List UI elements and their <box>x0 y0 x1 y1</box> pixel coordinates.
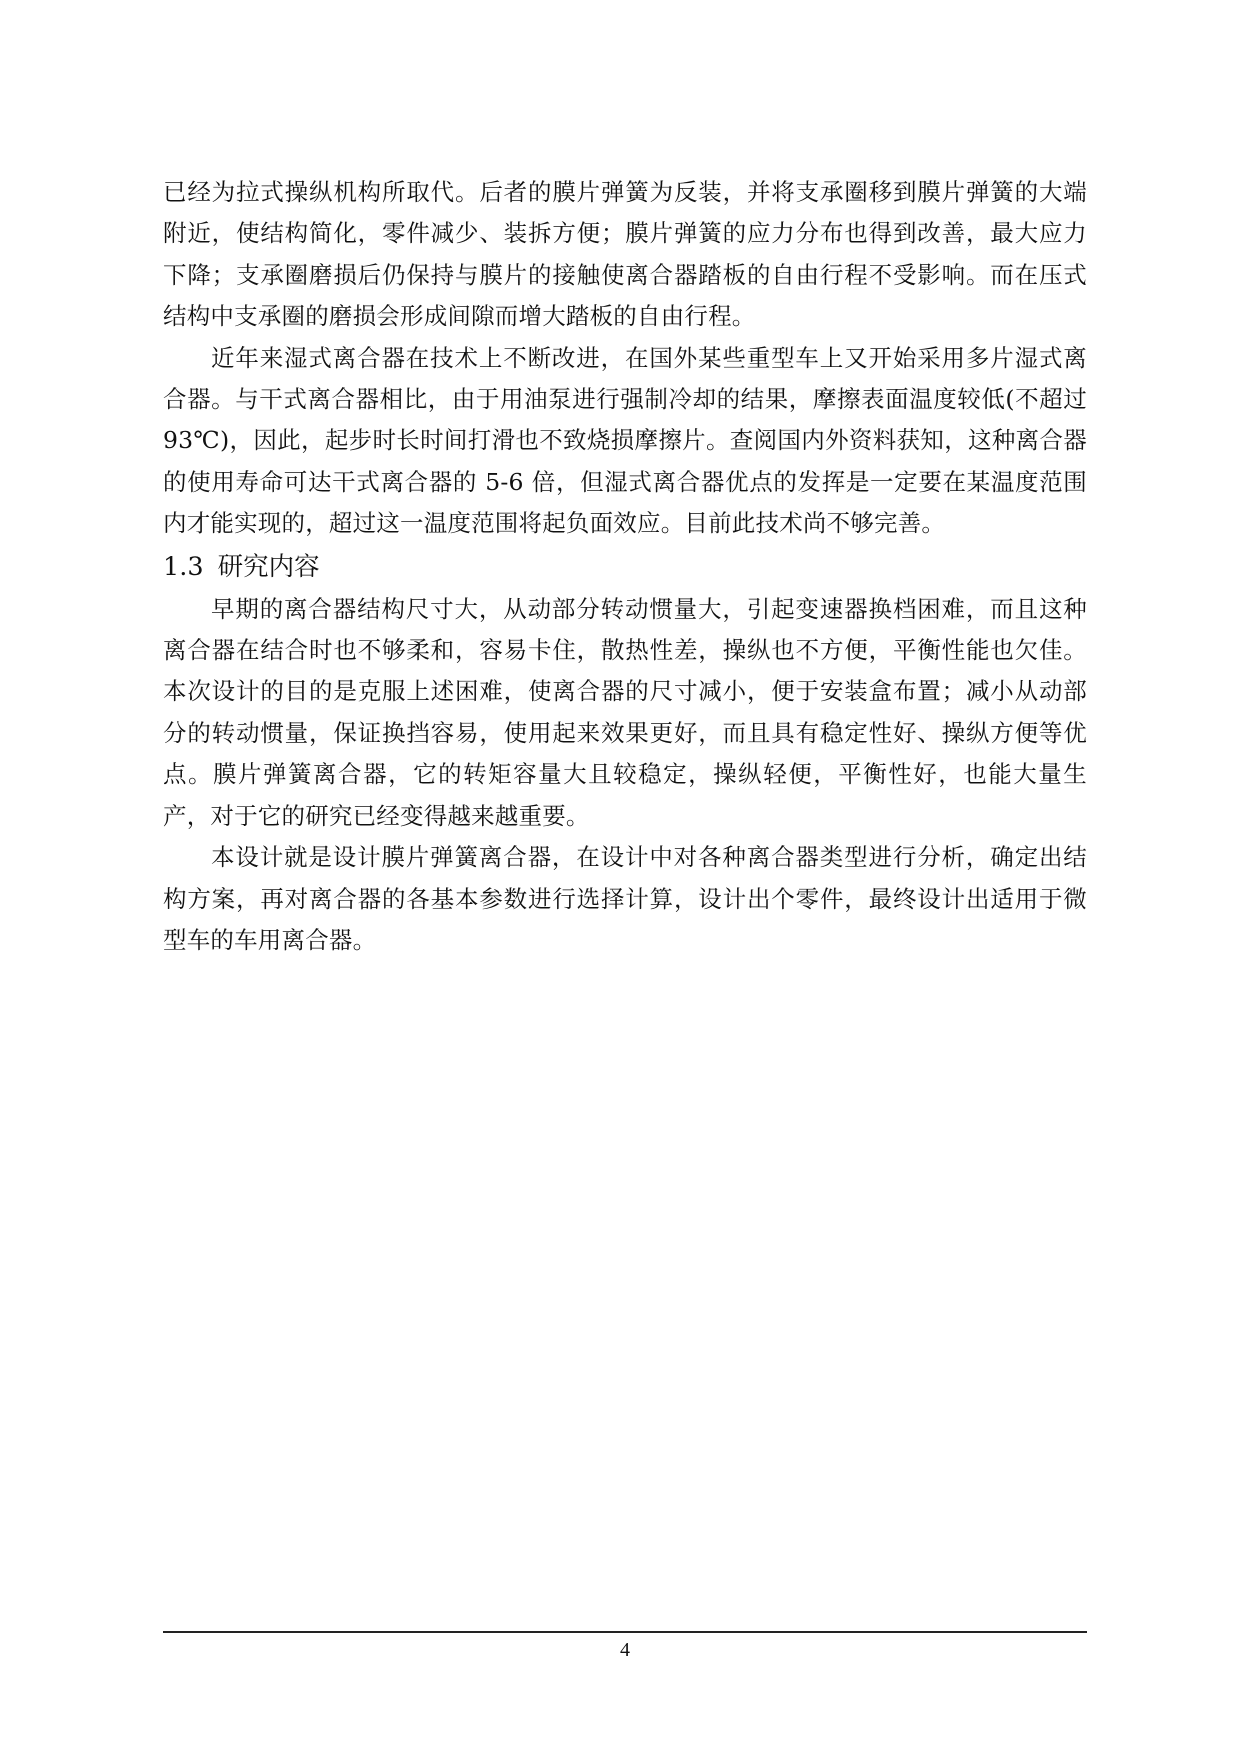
page-number: 4 <box>620 1639 630 1661</box>
paragraph-wet-clutch: 近年来湿式离合器在技术上不断改进，在国外某些重型车上又开始采用多片湿式离合器。与干式离合器相比，由于用油泵进行强制冷却的结果，摩擦表面温度较低(不超过 93℃)，因此，起步时长时间打滑也不致烧损摩擦片。查阅国内外资料获知，这种离合器的使用寿命可达干式离合器的 5-6 倍，但湿式离合器优点的发挥是一定要在某温度范围内才能实现的，超过这一温度范围将起负面效应。目前此技术尚不够完善。 <box>163 343 1087 538</box>
page-body <box>163 172 1087 961</box>
section-number: 1.3 <box>163 551 204 582</box>
paragraph-continued: 已经为拉式操纵机构所取代。后者的膜片弹簧为反装，并将支承圈移到膜片弹簧的大端附近，使结构简化，零件减少、装拆方便；膜片弹簧的应力分布也得到改善，最大应力下降；支承圈磨损后仍保持与膜片的接触使离合器踏板的自由行程不受影响。而在压式结构中支承圈的磨损会形成间隙而增大踏板的自由行程。 <box>163 178 1087 331</box>
section-heading <box>163 545 1087 589</box>
paragraph-design-scope: 本设计就是设计膜片弹簧离合器，在设计中对各种离合器类型进行分析，确定出结构方案，再对离合器的各基本参数进行选择计算，设计出个零件，最终设计出适用于微型车的车用离合器。 <box>163 843 1087 954</box>
paragraph-early-clutch: 早期的离合器结构尺寸大，从动部分转动惯量大，引起变速器换档困难，而且这种离合器在结合时也不够柔和，容易卡住，散热性差，操纵也不方便，平衡性能也欠佳。本次设计的目的是克服上述困难，使离合器的尺寸减小，便于安装盒布置；减小从动部分的转动惯量，保证换挡容易，使用起来效果更好，而且具有稳定性好、操纵方便等优点。膜片弹簧离合器，它的转矩容量大且较稳定，操纵轻便，平衡性好，也能大量生产，对于它的研究已经变得越来越重要。 <box>163 594 1087 830</box>
footer-divider <box>163 1631 1087 1633</box>
section-title: 研究内容 <box>217 551 320 582</box>
